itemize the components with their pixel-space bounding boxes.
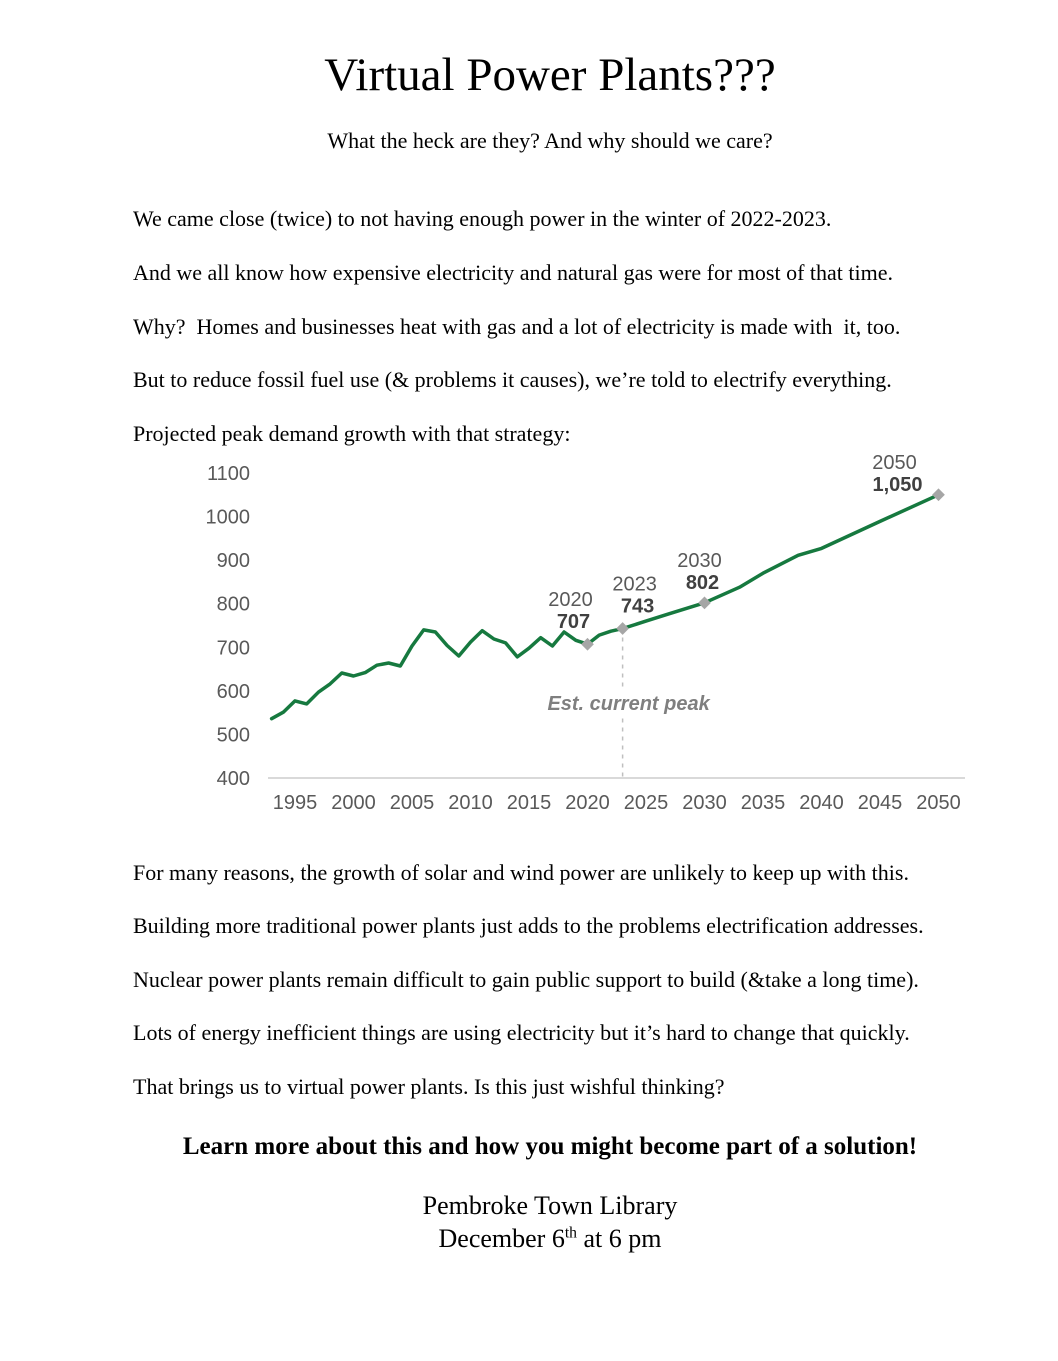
peak-demand-chart [170, 446, 1000, 826]
svg-text:600: 600 [216, 680, 250, 703]
svg-text:2035: 2035 [740, 792, 786, 814]
intro-paragraph-5: Projected peak demand growth with that strategy: [133, 421, 571, 446]
event-date-prefix: December 6 [438, 1224, 565, 1253]
intro-paragraph-4: But to reduce fossil fuel use (& problems it causes), we’re told to electrify everything. [133, 367, 892, 392]
svg-text:2005: 2005 [389, 792, 435, 814]
svg-text:2020: 2020 [548, 589, 593, 612]
call-to-action: Learn more about this and how you might become part of a solution! [182, 1133, 918, 1160]
svg-text:802: 802 [685, 571, 720, 594]
svg-text:900: 900 [216, 550, 250, 573]
svg-text:2025: 2025 [623, 792, 669, 814]
intro-paragraph-1: We came close (twice) to not having enough power in the winter of 2022-2023. [133, 206, 832, 231]
outro-paragraph-3: Nuclear power plants remain difficult to gain public support to build (&take a long time). [133, 967, 919, 992]
svg-text:2020: 2020 [565, 792, 610, 814]
svg-text:2050: 2050 [916, 792, 961, 814]
svg-text:Est. current peak: Est. current peak [547, 693, 710, 715]
svg-text:2050: 2050 [872, 451, 917, 474]
peak-demand-chart-svg [170, 446, 1000, 826]
outro-paragraph-5: That brings us to virtual power plants. Is this just wishful thinking? [133, 1074, 725, 1099]
svg-text:1995: 1995 [272, 792, 318, 814]
svg-text:2000: 2000 [331, 792, 376, 814]
svg-text:1,050: 1,050 [872, 473, 923, 496]
event-date-ordinal: th [564, 1224, 577, 1242]
subtitle: What the heck are they? And why should we care? [327, 128, 773, 153]
svg-text:1100: 1100 [206, 463, 250, 485]
svg-text:800: 800 [216, 593, 250, 616]
svg-text:2010: 2010 [448, 792, 493, 814]
svg-text:1000: 1000 [205, 506, 250, 529]
outro-paragraph-1: For many reasons, the growth of solar and wind power are unlikely to keep up with this. [133, 860, 909, 885]
event-venue: Pembroke Town Library [422, 1191, 678, 1220]
svg-text:2023: 2023 [612, 573, 657, 596]
intro-paragraph-3: Why? Homes and businesses heat with gas and a lot of electricity is made with it, too. [133, 314, 901, 339]
svg-text:400: 400 [216, 768, 250, 790]
svg-text:707: 707 [556, 611, 591, 634]
svg-text:700: 700 [216, 637, 250, 660]
svg-text:743: 743 [620, 595, 655, 618]
svg-text:500: 500 [216, 724, 250, 747]
svg-text:2045: 2045 [857, 792, 903, 814]
event-date-suffix: at 6 pm [576, 1224, 662, 1253]
event-date [133, 1224, 967, 1254]
svg-text:2015: 2015 [506, 792, 552, 814]
svg-text:2040: 2040 [799, 792, 844, 814]
svg-text:2030: 2030 [677, 549, 722, 572]
page-title: Virtual Power Plants??? [324, 49, 776, 101]
svg-text:2030: 2030 [682, 792, 727, 814]
intro-paragraph-2: And we all know how expensive electricity and natural gas were for most of that time. [133, 260, 893, 285]
outro-paragraph-4: Lots of energy inefficient things are using electricity but it’s hard to change that quickly. [133, 1020, 910, 1045]
outro-paragraph-2: Building more traditional power plants just adds to the problems electrification addresses. [133, 913, 924, 938]
